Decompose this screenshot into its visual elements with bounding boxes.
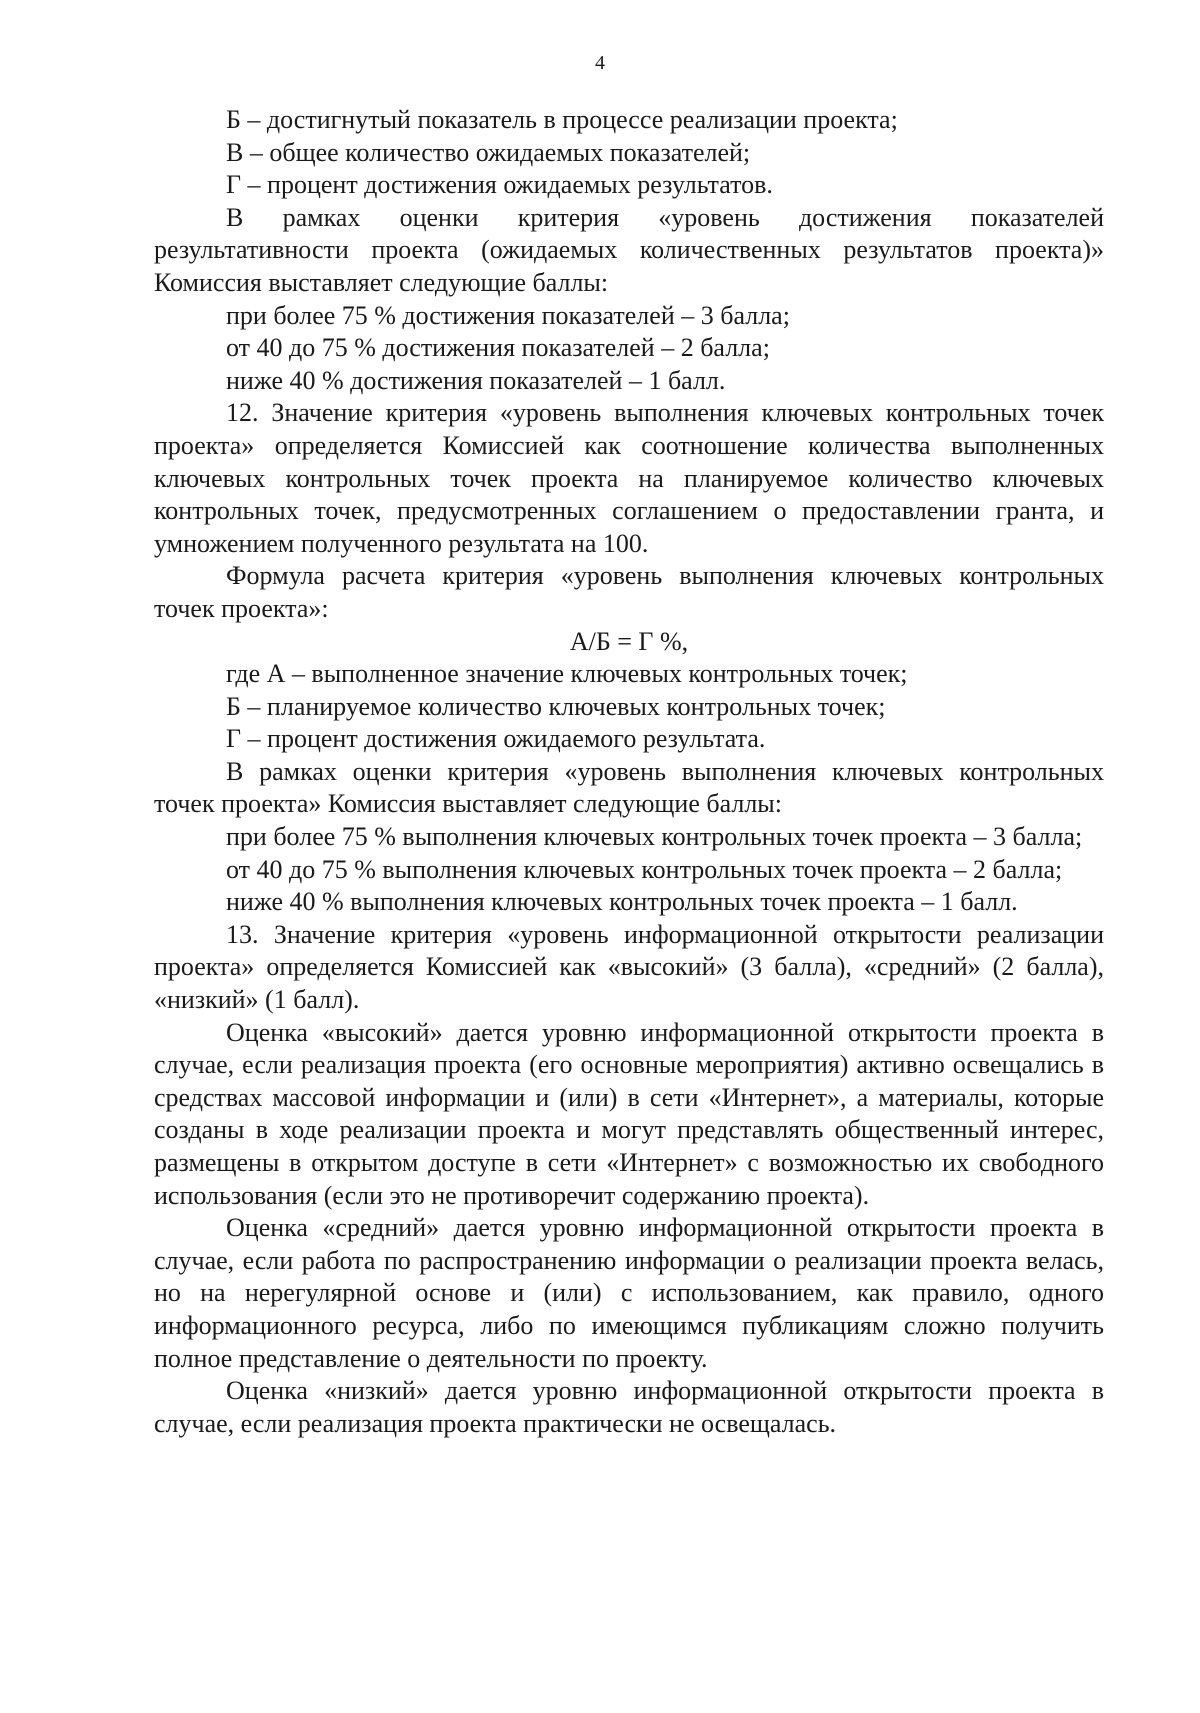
paragraph-scoring-intro-1: В рамках оценки критерия «уровень достижения показателей результативности проекта (ожидаемых количественных результатов проекта)» Комиссия выставляет следующие баллы: (154, 202, 1104, 297)
paragraph-item-12: 12. Значение критерия «уровень выполнения ключевых контрольных точек проекта» определяется Комиссией как соотношение количества выполненных ключевых контрольных точек проекта на планируемое количество ключевых контрольных точек, предусмотренных соглашением о предоставлении гранта, и умножением полученного результата на 100. (154, 398, 1104, 558)
paragraph-score-2: от 40 до 75 % достижения показателей – 2 балла; (226, 333, 770, 363)
paragraph-v-definition: В – общее количество ожидаемых показателей; (226, 137, 751, 167)
paragraph-rating-medium: Оценка «средний» дается уровню информационной открытости проекта в случае, если работа по распространению информации о реализации проекта велась, но на нерегулярной основе и (или) с использованием, как правило, одного информационного ресурса, либо по имеющимся публикациям сложно получить полное представление о деятельности по проекту. (154, 1213, 1104, 1373)
paragraph-a-definition: где А – выполненное значение ключевых контрольных точек; (226, 659, 908, 689)
paragraph-score-1: ниже 40 % достижения показателей – 1 балл. (226, 365, 726, 395)
paragraph-g-definition: Г – процент достижения ожидаемых результатов. (226, 170, 773, 200)
page-number: 4 (595, 52, 605, 74)
paragraph-rating-low: Оценка «низкий» дается уровню информационной открытости проекта в случае, если реализация проекта практически не освещалась. (154, 1376, 1104, 1438)
paragraph-item-13: 13. Значение критерия «уровень информационной открытости реализации проекта» определяется Комиссией как «высокий» (3 балла), «средний» (2 балла), «низкий» (1 балл). (154, 919, 1104, 1015)
paragraph-b-definition: Б – достигнутый показатель в процессе реализации проекта; (226, 105, 898, 134)
formula: А/Б = Г %, (569, 626, 689, 656)
paragraph-g-definition-2: Г – процент достижения ожидаемого результата. (226, 724, 766, 754)
paragraph-rating-high: Оценка «высокий» дается уровню информационной открытости проекта в случае, если реализация проекта (его основные мероприятия) активно освещались в средствах массовой информации и (или) в сети «Интернет», а материалы, которые созданы в ходе реализации проекта и могут представлять общественный интерес, размещены в открытом доступе в сети «Интернет» с возможностью их свободного использования (если это не противоречит содержанию проекта). (154, 1017, 1104, 1210)
paragraph-checkpoint-score-3: при более 75 % выполнения ключевых контрольных точек проекта – 3 балла; (226, 822, 1083, 852)
paragraph-score-3: при более 75 % достижения показателей – 3 балла; (226, 300, 790, 330)
paragraph-formula-intro: Формула расчета критерия «уровень выполнения ключевых контрольных точек проекта»: (154, 561, 1104, 623)
paragraph-checkpoint-score-1: ниже 40 % выполнения ключевых контрольных точек проекта – 1 балл. (226, 887, 1018, 917)
paragraph-scoring-intro-2: В рамках оценки критерия «уровень выполнения ключевых контрольных точек проекта» Комиссия выставляет следующие баллы: (154, 756, 1104, 819)
document-body (154, 104, 1104, 1440)
paragraph-checkpoint-score-2: от 40 до 75 % выполнения ключевых контрольных точек проекта – 2 балла; (226, 854, 1063, 884)
paragraph-b-definition-2: Б – планируемое количество ключевых контрольных точек; (226, 691, 886, 721)
